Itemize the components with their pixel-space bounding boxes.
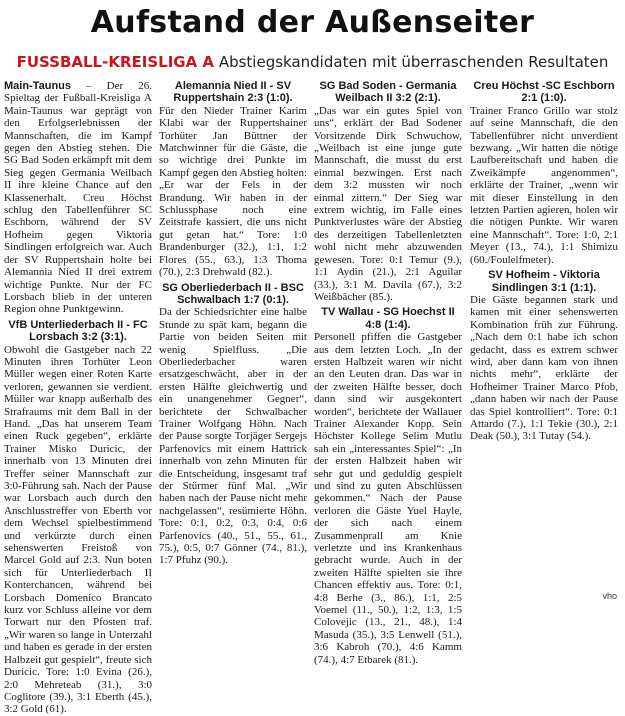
game-heading: Alemannia Nied II - SV Ruppertshain 2:3 (1:0). [173, 80, 293, 105]
lead-paragraph [4, 80, 152, 316]
department-label: FUSSBALL-KREISLIGA A [16, 53, 215, 71]
game-heading: SG Bad Soden - Germania Weilbach II 3:2 (2:1). [319, 80, 457, 105]
game-report: Für den Nieder Trainer Karim Klabi war der Ruppertshainer Torhüter Jan Büttner der Matchwinner für die Gäste, die so wichtige drei Punkte im Kampf gegen den Abstieg holten: „Er war der Fels in der Brandung. Wir haben in der Schlussphase noch eine Zeitstrafe kassiert, die uns nicht gut getan hat.“ Tore: 1:0 Brandenburger (32.), 1:1, 1:2 Flores (55., 63.), 1:3 Thoma (70.), 2:3 Drehwald (82.). [159, 104, 307, 279]
lead-place: Main-Taunus [4, 80, 72, 92]
game-report: Die Gäste begannen stark und kamen mit einer sehenswerten Kombination früh zur Führung. „Nach dem 0:1 habe ich schon gedacht, dass es extrem schwer wird, aber dann kam von ihnen nichts mehr“, erklärte der Hofheimer Trainer Marco Pfob, „dann haben wir nach der Pause das Spiel kontrolliert“. Tore: 0:1 Attardo (7.), 1:1 Tekie (30.), 2:1 Deak (50.), 3:1 Tutay (54.). [470, 293, 618, 443]
lead-text: – Der 26. Spieltag der Fußball-Kreisliga A Main-Taunus war geprägt von den Erfolgserlebnissen der Mannschaften, die im Kampf gegen den Abstieg stehen. Die SG Bad Soden erkämpft mit dem Sieg gegen Germania Weilbach II ihre kleine Chance auf den Klassenerhalt. Creu Höchst schlug den Tabellenführer SC Eschborn, während der SV Hofheim gegen Viktoria Sindlingen erfolgreich war. Auch der SV Ruppertshain holte bei Alemannia Nied II drei extrem wichtige Punkte. Nur der FC Lorsbach blieb in der unteren Region ohne Punktgewinn. [4, 80, 152, 316]
game-report: Obwohl die Gastgeber nach 22 Minuten ihren Torhüter Leon Müller wegen einer Roten Karte verloren, gewannen sie verdient. Müller war knapp außerhalb des Strafraums mit dem Ball in der Hand. „Das hat unserem Team einen Ruck gegeben“, erklärte Trainer Misko Duricic, der innerhalb von 13 Minuten drei Treffer seiner Mannschaft zur 3:0-Führung sah. Nach der Pause war Lorsbach auch durch den Anschlusstreffer von Eberth vor dem Wechsel spielbestimmend und verkürzte durch einen sehenswerten Freistoß von Marcel Gold auf 2:3. Nun boten sich für Unterliederbach II Konterchancen, während bei Lorsbach Domenico Brancato kurz vor Schluss alleine vor dem Torwart nur den Pfosten traf. „Wir waren so lange in Unterzahl und haben es gerade in der ersten Halbzeit gut gespielt“, freute sich Duricic. Tore: 1:0 Evina (26.), 2:0 Mehreteab (31.), 3:0 Coglitore (39.), 3:1 Eberth (45.), 3:2 Gold (61). [4, 343, 152, 716]
game-report: „Das war ein gutes Spiel von uns“, erklärt der Bad Sodener Vorsitzende Dirk Schwuchow, „Weilbach ist eine junge gute Mannschaft, die musst du erst einmal bezwingen. Erst nach dem 3:2 mussten wir noch einmal zittern.“ Der Sieg war extrem wichtig, im Falle eines Punktverlustes wäre der Abstieg des derzeitigen Tabellenletzten wohl nicht mehr abzuwenden gewesen. Tore: 0:1 Temur (9.), 1:1 Aydin (21.), 2:1 Aguilar (33.), 3:1 M. Davila (67.), 3:2 Weißbächer (85.). [314, 104, 462, 303]
article-column-3 [314, 80, 462, 666]
game-report: Trainer Franco Grillo war stolz auf seine Mannschaft, die den Tabellenführer nicht unverdient bezwang. „Wir hatten die nötige Laufbereitschaft und haben die Zweikämpfe angenommen“, erklärte der Trainer, „wenn wir mit dieser Einstellung in den letzten Partien agieren, holen wir die nötigen Punkte. Wir waren eine Mannschaft“. Tore: 1:0, 2:1 Meyer (13., 74.), 1:1 Shimizu (60./Foulelfmeter). [470, 104, 618, 266]
kicker [0, 52, 625, 72]
headline: Aufstand der Außenseiter [90, 5, 535, 40]
author-credit: vho [602, 591, 617, 601]
game-report: Personell pfiffen die Gastgeber aus dem letzten Loch. „In der ersten Halbzeit waren wir nicht an den Leuten dran. Das war in der zweiten Hälfte besser, doch dann sind wir ausgekontert worden“, berichtete der Wallauer Trainer Alexander Kopp. Sein Höchster Kollege Selim Mutlu sah ein „interessantes Spiel“: „In der ersten Halbzeit haben wir sehr gut und geduldig gespielt und sind zu guten Abschlüssen gekommen.“ Nach der Pause verloren die Gäste Yuel Hayle, der sich nach einem Zusammenprall am Knie verletzte und ins Krankenhaus gebracht wurde. Auch in der zweiten Hälfte spielten sie ihre Chancen effektiv aus. Tore: 0:1, 4:8 Berhe (3., 86.), 1:1, 2:5 Voemel (11., 50.), 1:2, 1:3, 1:5 Colovejic (13., 21., 48.), 1:4 Masuda (35.), 3:5 Lenwell (51.), 3:6 Kabroh (70.), 4:6 Kamm (74.), 4:7 Etbarek (81.). [314, 331, 462, 666]
game-heading: VfB Unterliederbach II - FC Lorsbach 3:2 (3:1). [8, 318, 148, 344]
article-column-2 [159, 80, 307, 595]
article-column-4 [470, 80, 618, 595]
game-heading: SG Oberliederbach II - BSC Schwalbach 1:7 (0:1). [162, 281, 304, 306]
game-heading: Creu Höchst -SC Eschborn 2:1 (1:0). [473, 80, 615, 105]
game-heading: SV Hofheim - Viktoria Sindlingen 3:1 (1:1). [488, 269, 600, 294]
article-column-1 [4, 80, 152, 716]
subheadline: Abstiegskandidaten mit überraschenden Resultaten [218, 53, 609, 71]
game-heading: TV Wallau - SG Hoechst II 4:8 (1:4). [321, 306, 455, 331]
game-report: Da der Schiedsrichter eine halbe Stunde zu spät kam, begann die Partie von beiden Seiten mit wenig Spielfluss. „Die Oberliederbacher waren ersatzgeschwächt, aber in der ersten Hälfte gleichwertig und ein unangenehmer Gegner“, berichtete der Schwalbacher Trainer Wolfgang Höhn. Nach der Pause sorgte Torjäger Sergejs Parfenovics mit einem Hattrick innerhalb von zehn Minuten für die Entscheidung, insgesamt traf der Stürmer fünf Mal. „Wir haben nach der Pause nicht mehr nachgelassen“, resümierte Höhn. Tore: 0:1, 0:2, 0:3, 0:4, 0:6 Parfenovics (40., 51., 55., 61., 75.), 0:5, 0:7 Gönner (74., 81.), 1:7 Pfuhz (90.). [159, 306, 307, 567]
